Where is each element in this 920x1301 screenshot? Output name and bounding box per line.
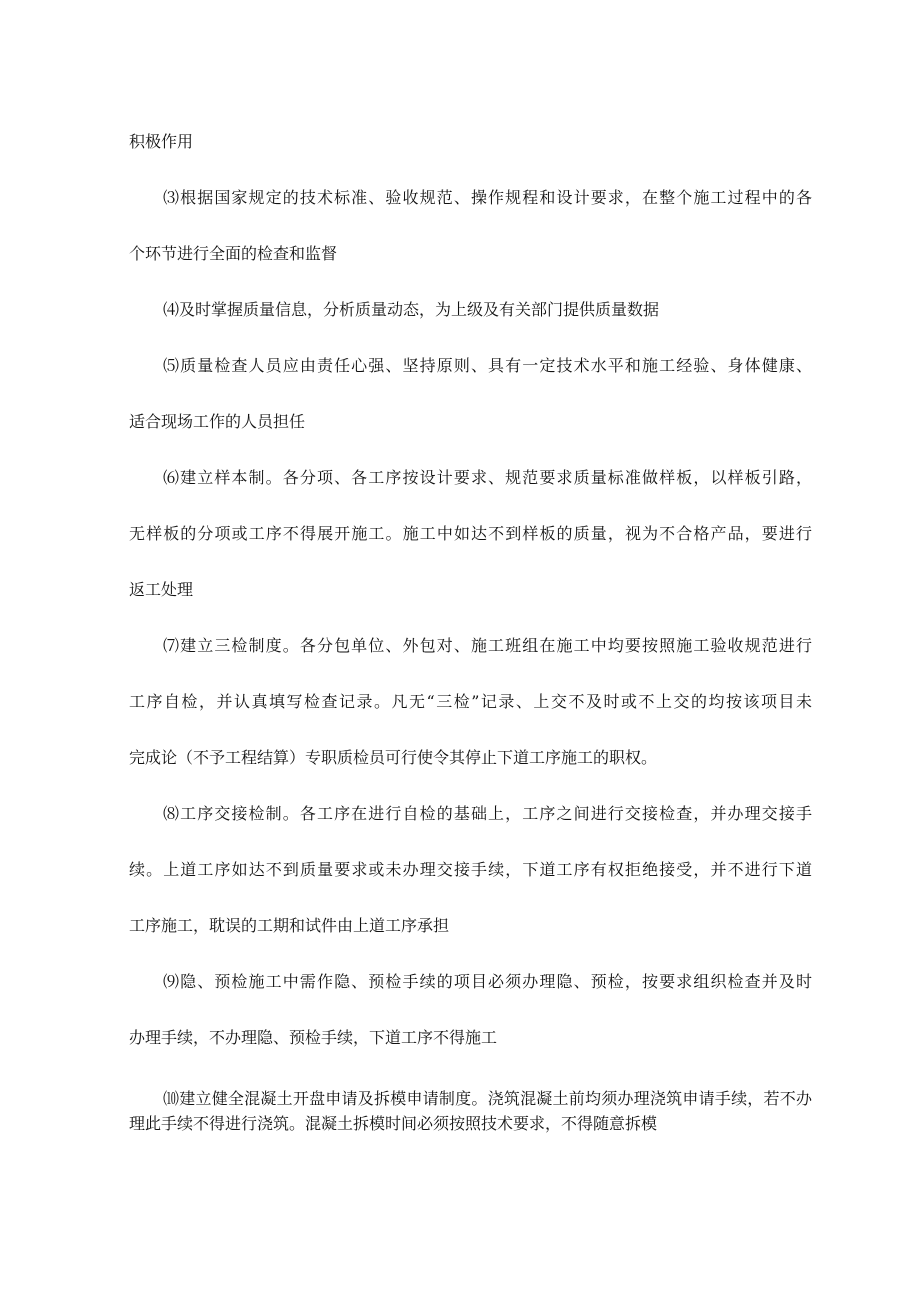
text-line: 适合现场工作的人员担任 (129, 412, 306, 431)
text-line: ⑼隐、预检施工中需作隐、预检手续的项目必须办理隐、预检，按要求组织检查并及时 (163, 972, 812, 991)
text-line: 工序自检，并认真填写检查记录。凡无“三检”记录、上交不及时或不上交的均按该项目未 (129, 692, 812, 711)
text-line: ⑶根据国家规定的技术标准、验收规范、操作规程和设计要求，在整个施工过程中的各 (163, 188, 812, 207)
text-line: 工序施工，耽误的工期和试件由上道工序承担 (129, 916, 450, 935)
text-line: 积极作用 (129, 132, 194, 151)
text-line: 完成论（不予工程结算）专职质检员可行使令其停止下道工序施工的职权。 (129, 748, 658, 767)
text-line: 返工处理 (129, 580, 194, 599)
paragraph-concrete-rules: ⑽建立健全混凝土开盘申请及拆模申请制度。浇筑混凝土前均须办理浇筑申请手续，若不办理此手续不得进行浇筑。混凝土拆模时间必须按照技术要求，不得随意拆模 (129, 1089, 812, 1133)
text-line: ⑸质量检查人员应由责任心强、坚持原则、具有一定技术水平和施工经验、身体健康、 (163, 356, 812, 375)
text-line: ⑷及时掌握质量信息，分析质量动态，为上级及有关部门提供质量数据 (163, 300, 660, 319)
text-line: ⑺建立三检制度。各分包单位、外包对、施工班组在施工中均要按照施工验收规范进行 (163, 636, 812, 655)
text-line: 办理手续，不办理隐、预检手续，下道工序不得施工 (129, 1028, 498, 1047)
text-line: 个环节进行全面的检查和监督 (129, 244, 338, 263)
text-line: 无样板的分项或工序不得展开施工。施工中如达不到样板的质量，视为不合格产品，要进行 (129, 524, 812, 543)
text-line: 续。上道工序如达不到质量要求或未办理交接手续，下道工序有权拒绝接受，并不进行下道 (129, 860, 812, 879)
text-line: ⑻工序交接检制。各工序在进行自检的基础上，工序之间进行交接检查，并办理交接手 (163, 804, 812, 823)
text-line: ⑹建立样本制。各分项、各工序按设计要求、规范要求质量标准做样板，以样板引路， (163, 468, 812, 487)
